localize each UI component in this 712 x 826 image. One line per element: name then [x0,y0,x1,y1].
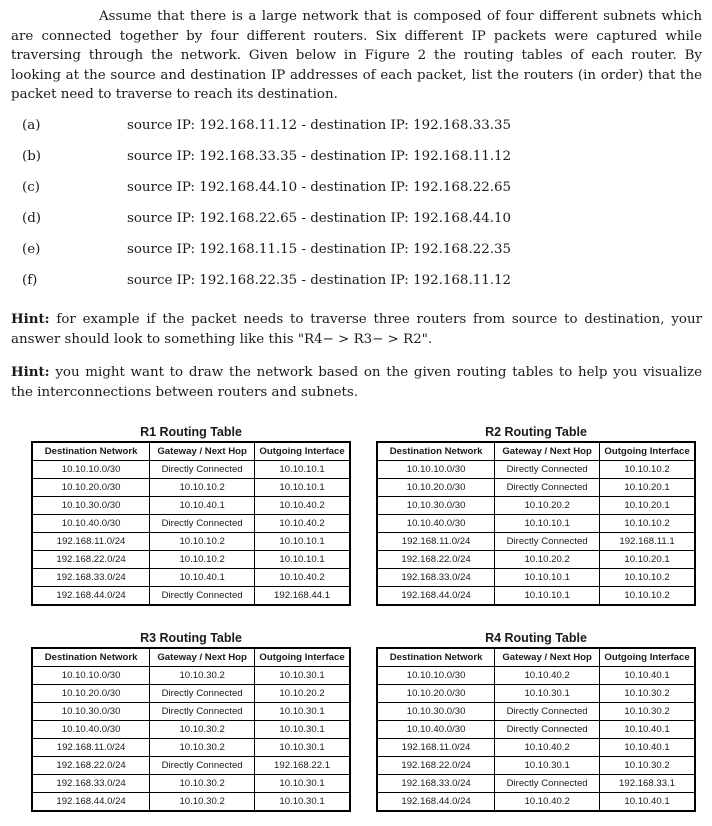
question-label: (d) [22,211,42,226]
table-cell: 10.10.30.0/30 [32,497,150,515]
column-header: Outgoing Interface [600,648,695,667]
table-cell: 10.10.10.1 [495,569,600,587]
table-cell: 10.10.20.2 [255,685,350,703]
table-cell: 10.10.40.0/30 [32,515,150,533]
table-row [32,497,350,515]
table-cell: Directly Connected [495,721,600,739]
column-header: Destination Network [32,442,150,461]
table-cell: 192.168.33.0/24 [377,569,495,587]
routing-table-r1 [31,423,351,606]
table-cell: 192.168.22.0/24 [377,757,495,775]
question-item [0,180,712,200]
column-header: Outgoing Interface [255,442,350,461]
table-cell: 10.10.40.0/30 [377,721,495,739]
table-cell: Directly Connected [150,515,255,533]
table-cell: 10.10.10.1 [495,515,600,533]
table-row [377,739,695,757]
column-header: Destination Network [377,442,495,461]
table-cell: 192.168.33.0/24 [377,775,495,793]
question-text: source IP: 192.168.33.35 - destination IP: 192.168.11.12 [127,149,512,164]
table-cell: Directly Connected [495,775,600,793]
table-cell: 10.10.30.2 [150,793,255,812]
hint-label: Hint: [11,311,50,327]
question-text: source IP: 192.168.22.35 - destination IP: 192.168.11.12 [127,273,512,288]
table-cell: Directly Connected [150,685,255,703]
table-header-row [377,648,695,667]
column-header: Gateway / Next Hop [150,648,255,667]
hint-example [11,310,702,349]
table-cell: 10.10.30.2 [150,721,255,739]
table-cell: 192.168.11.0/24 [377,533,495,551]
question-text: source IP: 192.168.44.10 - destination IP: 192.168.22.65 [127,180,512,195]
table-cell: 10.10.30.2 [600,703,695,721]
table-cell: Directly Connected [150,757,255,775]
table-cell: 10.10.10.0/30 [32,667,150,685]
table-cell: 192.168.22.1 [255,757,350,775]
table-cell: 10.10.30.1 [255,667,350,685]
table-cell: 10.10.40.2 [495,793,600,812]
question-text: source IP: 192.168.22.65 - destination IP: 192.168.44.10 [127,211,512,226]
table-cell: 10.10.40.1 [600,793,695,812]
routing-table-r3 [31,629,351,812]
table-row [377,569,695,587]
table-cell: Directly Connected [150,461,255,479]
table-title: R4 Routing Table [485,631,587,645]
question-label: (f) [22,273,38,288]
table-cell: Directly Connected [495,703,600,721]
table-title: R2 Routing Table [485,425,587,439]
table-cell: 10.10.40.2 [255,569,350,587]
table-cell: 192.168.22.0/24 [32,757,150,775]
table-cell: 10.10.10.0/30 [32,461,150,479]
table-cell: 10.10.30.1 [495,685,600,703]
question-text: source IP: 192.168.11.15 - destination IP: 192.168.22.35 [127,242,512,257]
table-cell: 10.10.40.2 [255,515,350,533]
routing-table [376,441,696,606]
table-cell: 10.10.10.2 [600,461,695,479]
table-cell: 10.10.20.2 [495,497,600,515]
table-cell: 10.10.10.1 [255,479,350,497]
table-cell: 10.10.30.1 [255,721,350,739]
table-cell: Directly Connected [150,703,255,721]
column-header: Outgoing Interface [255,648,350,667]
table-row [377,461,695,479]
column-header: Gateway / Next Hop [150,442,255,461]
table-row [32,775,350,793]
question-label: (e) [22,242,41,257]
table-row [32,667,350,685]
table-cell: 10.10.40.0/30 [377,515,495,533]
table-cell: 10.10.10.2 [600,587,695,606]
table-cell: 10.10.10.1 [255,551,350,569]
table-cell: 10.10.30.2 [150,739,255,757]
table-cell: 192.168.44.0/24 [377,587,495,606]
column-header: Gateway / Next Hop [495,442,600,461]
table-cell: 192.168.44.0/24 [32,587,150,606]
table-row [32,685,350,703]
question-item [0,149,712,169]
table-cell: 10.10.40.1 [600,721,695,739]
table-cell: 10.10.40.1 [150,497,255,515]
table-cell: Directly Connected [150,587,255,606]
table-cell: 192.168.11.1 [600,533,695,551]
table-cell: 10.10.20.1 [600,497,695,515]
table-cell: 10.10.30.1 [255,739,350,757]
table-cell: 10.10.30.0/30 [377,497,495,515]
table-cell: 192.168.44.0/24 [377,793,495,812]
table-row [32,703,350,721]
routing-table [31,441,351,606]
table-row [377,775,695,793]
table-row [32,793,350,812]
hint-text: you might want to draw the network based on the given routing tables to help you visualize the interconnections between routers and subnets. [11,365,702,400]
table-row [377,703,695,721]
question-label: (a) [22,118,41,133]
table-row [32,533,350,551]
table-cell: 10.10.10.2 [600,515,695,533]
question-label: (c) [22,180,40,195]
table-cell: 10.10.40.0/30 [32,721,150,739]
table-cell: 192.168.33.0/24 [32,569,150,587]
table-row [377,667,695,685]
table-cell: 10.10.10.1 [255,461,350,479]
intro-paragraph: Assume that there is a large network that is composed of four different subnets which are connected together by four different routers. Six different IP packets were captured while traversing through the network. Given below in Figure 2 the routing tables of each router. By looking at the source and destination IP addresses of each packet, list the routers (in order) that the packet need to traverse to reach its destination. [11,9,702,102]
table-cell: 192.168.44.0/24 [32,793,150,812]
table-cell: 10.10.10.0/30 [377,667,495,685]
table-row [32,551,350,569]
table-header-row [32,442,350,461]
table-row [377,685,695,703]
table-row [377,793,695,812]
table-cell: 10.10.20.1 [600,479,695,497]
table-cell: 192.168.22.0/24 [377,551,495,569]
routing-table [31,647,351,812]
table-cell: 10.10.30.0/30 [32,703,150,721]
hint-text: for example if the packet needs to traverse three routers from source to destination, your answer should look to something like this "R4− > R3− > R2". [11,312,702,347]
table-cell: 10.10.20.0/30 [32,479,150,497]
question-label: (b) [22,149,42,164]
hint-draw [11,363,702,402]
table-cell: 10.10.30.2 [600,757,695,775]
table-cell: 10.10.20.0/30 [377,479,495,497]
table-cell: 10.10.30.1 [255,793,350,812]
table-cell: 10.10.10.1 [255,533,350,551]
table-cell: 10.10.10.2 [150,479,255,497]
table-header-row [377,442,695,461]
table-row [32,479,350,497]
table-cell: 10.10.10.1 [495,587,600,606]
question-text: source IP: 192.168.11.12 - destination IP: 192.168.33.35 [127,118,512,133]
table-row [32,587,350,606]
table-title: R1 Routing Table [140,425,242,439]
routing-table-r4 [376,629,696,812]
table-row [32,721,350,739]
table-row [32,569,350,587]
table-cell: 192.168.11.0/24 [32,533,150,551]
question-item [0,273,712,293]
table-cell: 10.10.40.2 [255,497,350,515]
column-header: Outgoing Interface [600,442,695,461]
table-cell: 10.10.30.1 [255,703,350,721]
table-row [32,757,350,775]
table-cell: 10.10.20.0/30 [32,685,150,703]
table-row [377,479,695,497]
table-cell: 10.10.10.2 [150,551,255,569]
table-cell: 10.10.10.2 [600,569,695,587]
routing-table [376,647,696,812]
table-row [377,721,695,739]
table-cell: 192.168.22.0/24 [32,551,150,569]
table-row [377,551,695,569]
table-header-row [32,648,350,667]
table-cell: 10.10.30.2 [150,775,255,793]
table-cell: 10.10.20.1 [600,551,695,569]
table-row [377,497,695,515]
table-cell: 10.10.20.2 [495,551,600,569]
table-cell: 10.10.10.2 [150,533,255,551]
table-row [377,533,695,551]
table-cell: 192.168.11.0/24 [377,739,495,757]
table-row [377,757,695,775]
table-cell: 10.10.40.1 [600,739,695,757]
column-header: Destination Network [377,648,495,667]
table-row [377,587,695,606]
routing-table-r2 [376,423,696,606]
table-title: R3 Routing Table [140,631,242,645]
hint-label: Hint: [11,364,50,380]
table-cell: 192.168.11.0/24 [32,739,150,757]
table-cell: 10.10.30.2 [150,667,255,685]
table-row [32,515,350,533]
table-cell: 10.10.30.1 [495,757,600,775]
table-cell: 10.10.40.2 [495,739,600,757]
table-cell: 10.10.10.0/30 [377,461,495,479]
column-header: Gateway / Next Hop [495,648,600,667]
table-cell: 10.10.20.0/30 [377,685,495,703]
table-cell: 10.10.30.2 [600,685,695,703]
table-cell: Directly Connected [495,461,600,479]
table-cell: 10.10.30.0/30 [377,703,495,721]
table-cell: Directly Connected [495,479,600,497]
question-item [0,242,712,262]
table-row [32,739,350,757]
table-cell: 192.168.33.0/24 [32,775,150,793]
table-cell: 10.10.40.1 [600,667,695,685]
question-item [0,211,712,231]
question-item [0,118,712,138]
table-cell: 192.168.33.1 [600,775,695,793]
table-cell: Directly Connected [495,533,600,551]
table-row [32,461,350,479]
table-cell: 10.10.30.1 [255,775,350,793]
table-row [377,515,695,533]
table-cell: 10.10.40.1 [150,569,255,587]
table-cell: 10.10.40.2 [495,667,600,685]
column-header: Destination Network [32,648,150,667]
table-cell: 192.168.44.1 [255,587,350,606]
